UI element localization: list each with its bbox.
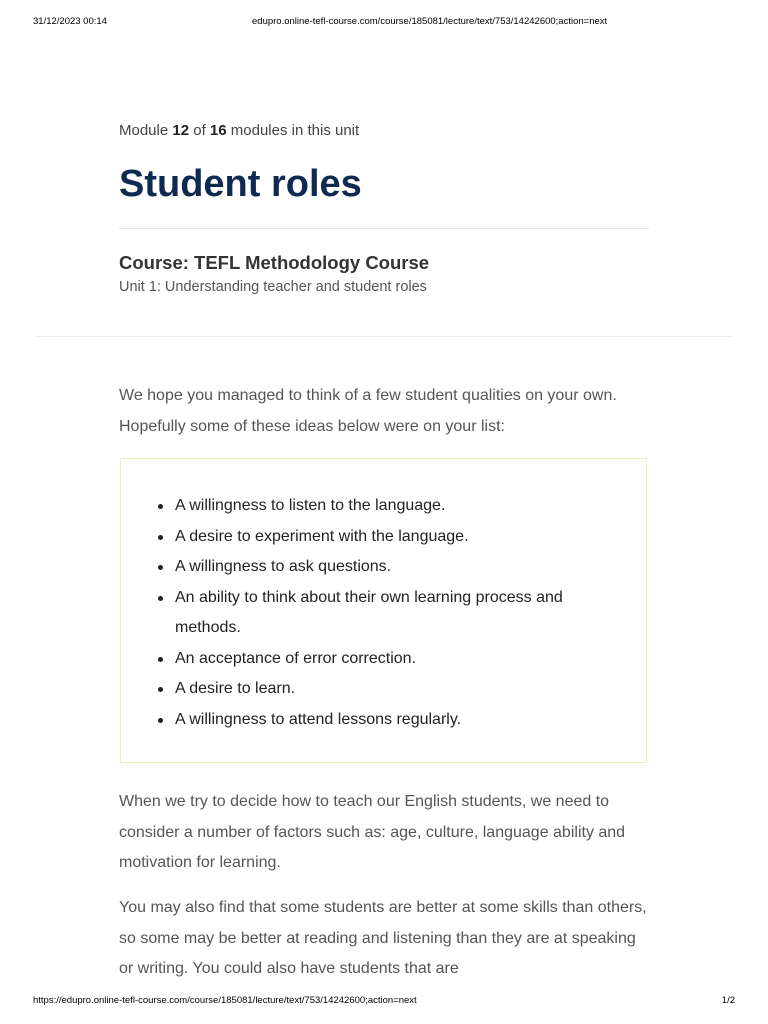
bullet-icon [158,504,163,509]
title-divider [119,228,649,229]
bullet-icon [158,718,163,723]
bullet-icon [158,565,163,570]
print-header [0,16,768,30]
factors-paragraph: When we try to decide how to teach our English students, we need to consider a number of factors such as: age, culture, language ability and motivation for learning. [119,793,626,871]
module-current: 12 [172,122,190,139]
qualities-list [121,459,646,735]
bullet-icon [158,535,163,540]
list-item [175,491,606,522]
list-item [175,644,606,675]
bullet-icon [158,596,163,601]
skills-paragraph: You may also find that some students are better at some skills than others, so some may be better at reading and listening than they are at speaking or writing. You could also have students that are [119,899,647,977]
bullet-icon [158,657,163,662]
list-item [175,705,606,736]
module-of: of [189,122,210,139]
list-item-text: A willingness to attend lessons regularly. [175,710,462,728]
module-total: 16 [209,122,227,139]
intro-paragraph: We hope you managed to think of a few student qualities on your own. Hopefully some of these ideas below were on your list: [119,387,617,435]
list-item [175,674,606,705]
course-name: Course: TEFL Methodology Course [119,252,430,273]
list-item-text: A willingness to listen to the language. [175,497,446,514]
list-item-text: An ability to think about their own learning process and methods. [175,588,563,636]
page-number: 1/2 [721,995,735,1006]
list-item-text: A desire to experiment with the language. [175,527,469,545]
header-divider [36,336,732,337]
print-footer [0,995,768,1009]
list-item [175,552,606,583]
print-header-url: edupro.online-tefl-course.com/course/185081/lecture/text/753/14242600;action=next [252,16,608,27]
list-item-text: A willingness to ask questions. [175,558,392,575]
module-progress [119,122,359,139]
print-datetime: 31/12/2023 00:14 [33,16,107,27]
qualities-callout [120,458,647,763]
list-item [175,583,606,644]
list-item [175,522,606,553]
unit-name: Unit 1: Understanding teacher and student roles [119,279,427,295]
list-item-text: A desire to learn. [175,680,296,697]
module-prefix: Module [119,122,173,139]
list-item-text: An acceptance of error correction. [175,649,417,667]
page-title: Student roles [119,163,362,205]
bullet-icon [158,687,163,692]
module-suffix: modules in this unit [226,122,360,139]
print-footer-url: https://edupro.online-tefl-course.com/course/185081/lecture/text/753/14242600;action=next [33,995,417,1006]
